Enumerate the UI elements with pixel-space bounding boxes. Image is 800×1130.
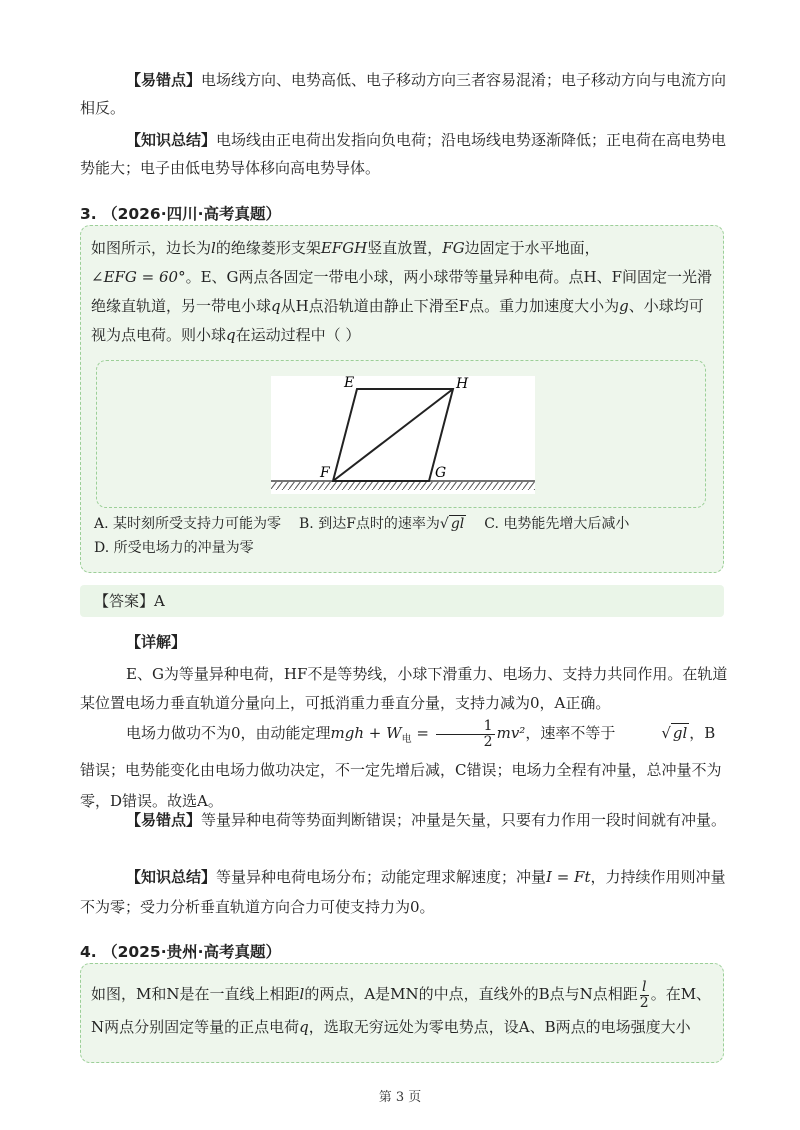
option-b-text: B. 到达F点时的速率为 <box>299 516 440 532</box>
var-q: q <box>271 297 281 315</box>
options-row-1 <box>94 512 724 536</box>
mistake-tag: 【易错点】 <box>126 71 202 89</box>
question-4-title: 4. （2025·贵州·高考真题） <box>80 943 281 961</box>
question-4-box <box>80 963 724 1063</box>
stem-text: 、小球均可视为点电荷。则小球 <box>91 297 704 344</box>
summary-tag: 【知识总结】 <box>126 868 217 886</box>
sqrt-gl: √ gl <box>439 516 465 532</box>
frac-num: 1 <box>436 719 495 735</box>
detail-paragraph-2 <box>80 718 730 817</box>
fraction-l-over-2 <box>640 980 649 1011</box>
label-f: F <box>320 465 330 481</box>
stem-text: ，选取无穷远处为零电势点，设A、B两点的电场强度大小 <box>308 1017 691 1036</box>
option-c[interactable]: C. 电势能先增大后减小 <box>484 516 630 532</box>
question-4-stem <box>91 978 713 1043</box>
answer-bar: 【答案】A <box>80 585 724 617</box>
angle-expr: ∠EFG = 60° <box>91 268 186 286</box>
eq-part: mv² <box>496 724 526 742</box>
detail-text: ，速率不等于 <box>525 724 616 742</box>
stem-text: 如图所示，边长为 <box>91 239 212 257</box>
options-row-2 <box>94 536 724 560</box>
label-g: G <box>435 465 447 481</box>
mistake-tag: 【易错点】 <box>126 811 202 829</box>
stem-text: 竖直放置， <box>367 239 443 257</box>
stem-text: 如图，M和N是在一直线上相距 <box>91 985 300 1003</box>
ground-hatch <box>271 482 535 490</box>
figure-background <box>271 376 535 494</box>
option-b[interactable] <box>299 516 466 532</box>
question-3-stem <box>91 234 713 350</box>
mistake-text: 电场线方向、电势高低、电子移动方向三者容易混淆；电子移动方向与电流方向相反。 <box>80 71 727 117</box>
option-d[interactable]: D. 所受电场力的冲量为零 <box>94 540 254 556</box>
summary-tag: 【知识总结】 <box>126 131 217 149</box>
frac-den: 2 <box>483 733 493 750</box>
stem-text: 。在M、N两点分别固定等量的正点电荷 <box>91 985 712 1036</box>
q3-summary-paragraph <box>80 862 730 922</box>
option-a[interactable]: A. 某时刻所受支持力可能为零 <box>94 516 282 532</box>
detail-paragraph-1: E、G为等量异种电荷，HF不是等势线，小球下滑重力、电场力、支持力共同作用。在轨道某位置电场力垂直轨道分量向上，可抵消重力垂直分量，支持力减为0，A正确。 <box>80 665 728 712</box>
question-3-options <box>94 512 724 560</box>
rhombus-figure <box>97 361 707 509</box>
label-h: H <box>456 376 469 392</box>
frac-den: 2 <box>639 994 649 1011</box>
mistake-text: 等量异种电荷等势面判断错误；冲量是矢量，只要有力作用一段时间就有冲量。 <box>201 811 727 829</box>
question-3-title: 3. （2026·四川·高考真题） <box>80 205 281 223</box>
var-l: l <box>299 985 305 1003</box>
detail-text: 电场力做功不为0，由动能定理 <box>126 724 331 742</box>
eq-sub: 电 <box>401 734 412 745</box>
q3-mistake-paragraph <box>80 806 730 834</box>
stem-text: 从H点沿轨道由静止下滑至F点。重力加速度大小为 <box>280 297 620 315</box>
stem-text: 在运动过程中（ ） <box>235 326 361 344</box>
var-q: q <box>299 1017 309 1036</box>
top-mistake-paragraph <box>80 66 730 122</box>
segment-label: FG <box>442 239 465 257</box>
radicand: gl <box>672 724 688 742</box>
var-l: l <box>211 239 216 257</box>
stem-text: 的两点，A是MN的中点，直线外的B点与N点相距 <box>304 985 638 1003</box>
detail-heading <box>80 628 730 656</box>
label-e: E <box>344 375 355 391</box>
var-g: g <box>619 297 629 315</box>
frame-label: EFGH <box>320 239 368 257</box>
detail-tag: 【详解】 <box>126 633 187 651</box>
eq-equals: = <box>411 724 434 742</box>
figure-box <box>96 360 706 508</box>
summary-text: 电场线由正电荷出发指向负电荷；沿电场线电势逐渐降低；正电荷在高电势电势能大；电子由低电势导体移向高电势导体。 <box>80 131 727 177</box>
summary-text: 等量异种电荷电场分布；动能定理求解速度；冲量 <box>216 868 547 886</box>
eq-impulse: I = Ft <box>546 868 591 886</box>
stem-text: 。E、G两点各固定一带电小球，两小球带等量异种电荷。点H、F间固定一光滑绝缘直轨道，另一带电小球 <box>91 268 713 315</box>
radicand: gl <box>450 516 465 532</box>
top-summary-paragraph <box>80 126 730 182</box>
fraction-half <box>436 719 495 750</box>
stem-text: 边固定于水平地面， <box>464 239 600 257</box>
var-q: q <box>226 326 236 344</box>
eq-part: mgh + W <box>330 724 402 742</box>
summary-text: ，力持续作用则冲量不为零；受力分析垂直轨道方向合力可使支持力为0。 <box>80 868 726 916</box>
frac-num: l <box>640 980 649 996</box>
sqrt-gl: √ gl <box>661 724 688 742</box>
detail-text: ，B错误；电势能变化由电场力做功决定，不一定先增后减，C错误；电场力全程有冲量，总冲量不为零，D错误。故选A。 <box>80 724 722 810</box>
page-number: 第 3 页 <box>378 1090 422 1105</box>
stem-text: 的绝缘菱形支架 <box>215 239 321 257</box>
